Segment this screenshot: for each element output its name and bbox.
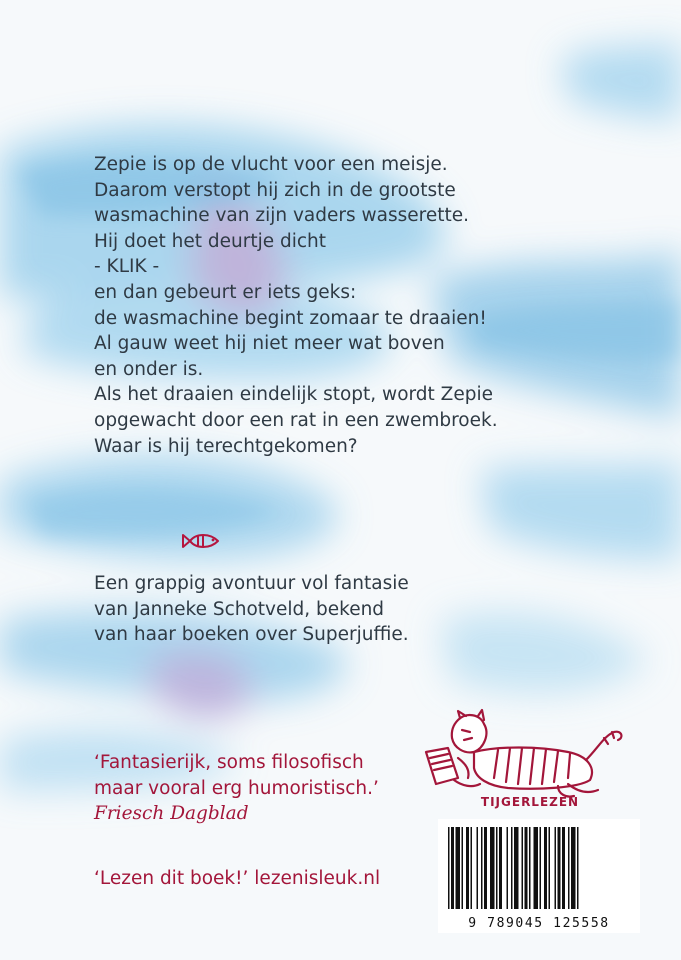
blurb-line: Al gauw weet hij niet meer wat boven	[94, 333, 445, 355]
barcode-bar	[490, 827, 495, 909]
blurb-line: - KLIK -	[94, 256, 160, 278]
quote-line: ‘Fantasierijk, soms filosofisch	[94, 752, 364, 773]
barcode-bar	[462, 827, 464, 909]
barcode-bar	[577, 827, 579, 909]
barcode-bar	[568, 827, 570, 909]
barcode-digits: 9 789045 125558	[468, 916, 610, 931]
blurb-line: Daarom verstopt hij zich in de grootste	[94, 179, 456, 201]
website-quote: ‘Lezen dit boek!’ lezenisleuk.nl	[94, 868, 381, 889]
blurb-line: en dan gebeurt er iets geks:	[94, 281, 357, 303]
barcode-bar	[477, 827, 479, 909]
blurb-line: de wasmachine begint zomaar te draaien!	[94, 307, 487, 329]
barcode-bar	[507, 827, 509, 909]
barcode-bar	[466, 827, 469, 909]
author-blurb	[94, 571, 654, 648]
blurb-line: wasmachine van zijn vaders wasserette.	[94, 205, 469, 227]
blurb-text	[94, 152, 654, 459]
author-blurb-line: van Janneke Schotveld, bekend	[94, 598, 385, 620]
blurb-line: Hij doet het deurtje dicht	[94, 230, 327, 252]
barcode-bar	[534, 827, 539, 909]
author-blurb-line: Een grappig avontuur vol fantasie	[94, 573, 409, 594]
tiger-reading-logo	[418, 708, 632, 812]
barcode-bar	[448, 827, 450, 909]
review-quote	[94, 750, 424, 827]
barcode-bar	[456, 827, 461, 909]
blurb-line: Zepie is op de vlucht voor een meisje.	[94, 154, 448, 175]
blurb-line: opgewacht door een rat in een zwembroek.	[94, 409, 498, 431]
blurb-line: Als het draaien eindelijk stopt, wordt Zepie	[94, 384, 493, 406]
barcode-bar	[451, 827, 454, 909]
barcode-bar	[558, 827, 561, 909]
barcode-bar	[496, 827, 498, 909]
barcode-bar	[540, 827, 542, 909]
barcode-bar	[555, 827, 557, 909]
logo-text: TIJGERLEZEN	[480, 795, 580, 809]
barcode-bar	[484, 827, 487, 909]
barcode-bar	[544, 827, 547, 909]
barcode-bar	[522, 827, 524, 909]
barcode-bar	[499, 827, 502, 909]
barcode-bar	[481, 827, 483, 909]
barcode-bar	[525, 827, 528, 909]
blurb-line: en onder is.	[94, 358, 204, 380]
barcode-bar	[511, 827, 513, 909]
barcode-bar	[514, 827, 519, 909]
barcode-bar	[529, 827, 531, 909]
barcode-bar	[571, 827, 576, 909]
barcode-bar	[562, 827, 565, 909]
quote-line: maar vooral erg humoristisch.’	[94, 777, 379, 799]
author-blurb-line: van haar boeken over Superjuffie.	[94, 624, 409, 646]
barcode-bar	[549, 827, 551, 909]
barcode-bar	[471, 827, 473, 909]
barcode	[438, 819, 640, 933]
quote-source: Friesch Dagblad	[94, 803, 249, 825]
blurb-line: Waar is hij terechtgekomen?	[94, 435, 358, 457]
fish-icon	[180, 530, 224, 552]
barcode-bars	[446, 827, 632, 909]
